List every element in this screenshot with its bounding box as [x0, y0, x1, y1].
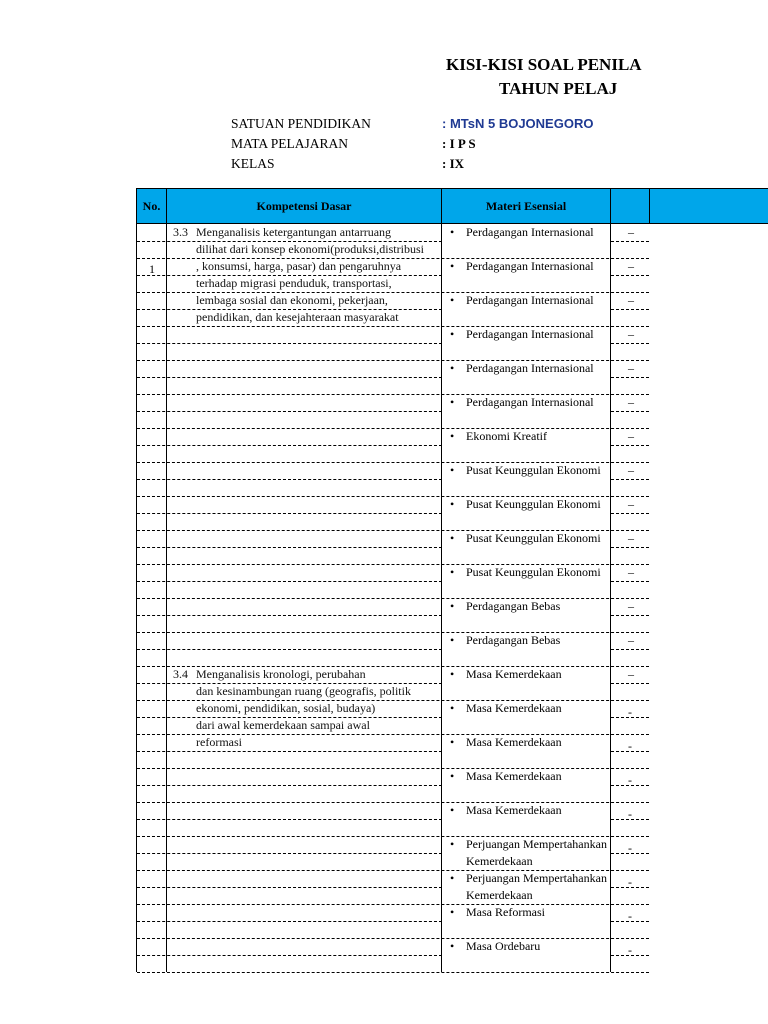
row-divider [137, 513, 442, 514]
materi-text-continued: Kemerdekaan [466, 854, 533, 868]
col-header-materi: Materi Esensial [442, 189, 611, 223]
info-label: MATA PELAJARAN [231, 136, 349, 151]
mark-cell: – [628, 429, 634, 443]
mark-cell: – [628, 633, 634, 647]
row-divider [611, 683, 649, 684]
kd-code: 3.3 [173, 225, 188, 239]
materi-text: Masa Kemerdekaan [466, 803, 562, 817]
mark-cell: – [628, 599, 634, 613]
row-divider [137, 649, 442, 650]
row-divider [137, 887, 442, 888]
mark-cell: - [628, 773, 632, 787]
row-divider [137, 411, 442, 412]
kd-line: Menganalisis ketergantungan antarruang [196, 225, 392, 239]
materi-item [450, 803, 562, 818]
bullet-icon: • [450, 735, 455, 749]
materi-item [450, 871, 607, 886]
materi-item [450, 497, 601, 512]
materi-item [450, 429, 547, 444]
table-body [136, 224, 650, 972]
materi-text: Perjuangan Mempertahankan [466, 837, 607, 851]
mark-cell: - [628, 875, 632, 889]
row-divider [611, 309, 649, 310]
header-extension [650, 188, 768, 224]
materi-item [450, 905, 545, 920]
bullet-icon: • [450, 259, 455, 273]
mark-cell: – [628, 259, 634, 273]
mark-cell: – [628, 293, 634, 307]
materi-item [450, 293, 594, 308]
row-divider [137, 428, 649, 429]
row-divider [137, 938, 649, 939]
row-divider [137, 904, 649, 905]
info-value: : I P S [442, 136, 476, 151]
row-divider [137, 972, 649, 973]
materi-item [450, 939, 540, 954]
materi-text: Pusat Keunggulan Ekonomi [466, 531, 601, 545]
kd-line: Menganalisis kronologi, perubahan [196, 667, 366, 681]
row-divider [137, 632, 649, 633]
mark-cell: – [628, 667, 634, 681]
info-value: : MTsN 5 BOJONEGORO [442, 116, 594, 131]
materi-text: Perdagangan Bebas [466, 599, 561, 613]
materi-text: Masa Reformasi [466, 905, 545, 919]
kd-line: dilihat dari konsep ekonomi(produksi,distribusi [196, 242, 424, 256]
materi-text: Perdagangan Internasional [466, 293, 594, 307]
materi-text: Masa Kemerdekaan [466, 735, 562, 749]
info-label: SATUAN PENDIDIKAN [231, 116, 371, 131]
mark-cell: - [628, 909, 632, 923]
row-divider [611, 377, 649, 378]
materi-item [450, 701, 562, 716]
mark-cell: – [628, 565, 634, 579]
mark-cell: - [628, 807, 632, 821]
bullet-icon: • [450, 837, 455, 851]
bullet-icon: • [450, 429, 455, 443]
col-header-extra [611, 189, 649, 223]
row-divider [137, 921, 442, 922]
bullet-icon: • [450, 225, 455, 239]
bullet-icon: • [450, 871, 455, 885]
materi-item [450, 633, 560, 648]
row-divider [137, 479, 442, 480]
materi-item [450, 837, 607, 852]
mark-cell: - [628, 705, 632, 719]
bullet-icon: • [450, 633, 455, 647]
row-divider [611, 275, 649, 276]
materi-text: Perdagangan Internasional [466, 361, 594, 375]
mark-cell: – [628, 395, 634, 409]
document-title-line2: TAHUN PELAJ [499, 79, 618, 98]
info-label: KELAS [231, 156, 275, 171]
row-divider [137, 751, 442, 752]
row-divider [611, 343, 649, 344]
row-divider [137, 615, 442, 616]
kd-line: pendidikan, dan kesejahteraan masyarakat [196, 310, 399, 324]
document-title-line1: KISI-KISI SOAL PENILA [446, 55, 642, 74]
materi-item [450, 225, 594, 240]
materi-text: Perdagangan Bebas [466, 633, 561, 647]
kd-code: 3.4 [173, 667, 188, 681]
row-divider [137, 598, 649, 599]
row-divider [137, 377, 442, 378]
mark-cell: – [628, 497, 634, 511]
materi-item [450, 361, 594, 376]
mark-cell: - [628, 739, 632, 753]
materi-item [450, 259, 594, 274]
bullet-icon: • [450, 769, 455, 783]
mark-cell: – [628, 463, 634, 477]
materi-item [450, 565, 601, 580]
materi-item [450, 599, 560, 614]
mark-cell: - [628, 841, 632, 855]
bullet-icon: • [450, 905, 455, 919]
bullet-icon: • [450, 463, 455, 477]
bullet-icon: • [450, 293, 455, 307]
row-divider [611, 241, 649, 242]
mark-cell: – [628, 531, 634, 545]
materi-item [450, 735, 562, 750]
materi-text-continued: Kemerdekaan [466, 888, 533, 902]
row-divider [137, 343, 442, 344]
col-header-kompetensi: Kompetensi Dasar [167, 189, 442, 223]
materi-text: Perdagangan Internasional [466, 327, 594, 341]
bullet-icon: • [450, 701, 455, 715]
row-divider [611, 649, 649, 650]
mark-cell: - [628, 943, 632, 957]
materi-item [450, 395, 594, 410]
materi-text: Masa Kemerdekaan [466, 769, 562, 783]
row-divider [137, 768, 649, 769]
row-number: 1 [149, 262, 155, 276]
bullet-icon: • [450, 803, 455, 817]
row-divider [137, 581, 442, 582]
kd-line: reformasi [196, 735, 242, 749]
row-divider [611, 479, 649, 480]
materi-text: Perjuangan Mempertahankan [466, 871, 607, 885]
kd-line: , konsumsi, harga, pasar) dan pengaruhnya [196, 259, 402, 273]
row-divider [137, 819, 442, 820]
row-divider [611, 615, 649, 616]
mark-cell: – [628, 361, 634, 375]
mark-cell: – [628, 327, 634, 341]
row-divider [137, 853, 442, 854]
bullet-icon: • [450, 565, 455, 579]
bullet-icon: • [450, 497, 455, 511]
materi-item [450, 531, 601, 546]
row-divider [137, 955, 442, 956]
bullet-icon: • [450, 531, 455, 545]
materi-text: Masa Ordebaru [466, 939, 541, 953]
info-value: : IX [442, 156, 465, 171]
mark-cell: – [628, 225, 634, 239]
materi-text: Perdagangan Internasional [466, 259, 594, 273]
materi-text: Perdagangan Internasional [466, 225, 594, 239]
materi-item [450, 667, 562, 682]
table-header [136, 188, 650, 224]
kd-line: dari awal kemerdekaan sampai awal [196, 718, 370, 732]
kd-line: dan kesinambungan ruang (geografis, politik [196, 684, 411, 698]
row-divider [611, 513, 649, 514]
row-divider [137, 445, 442, 446]
col-header-no: No. [137, 189, 167, 223]
materi-text: Ekonomi Kreatif [466, 429, 547, 443]
row-divider [611, 411, 649, 412]
row-divider [137, 547, 442, 548]
kisi-kisi-table [136, 188, 650, 972]
materi-text: Perdagangan Internasional [466, 395, 594, 409]
materi-item [450, 327, 594, 342]
materi-text: Masa Kemerdekaan [466, 701, 562, 715]
bullet-icon: • [450, 939, 455, 953]
row-divider [611, 581, 649, 582]
row-divider [611, 547, 649, 548]
materi-text: Masa Kemerdekaan [466, 667, 562, 681]
bullet-icon: • [450, 361, 455, 375]
materi-text: Pusat Keunggulan Ekonomi [466, 497, 601, 511]
kd-line: terhadap migrasi penduduk, transportasi, [196, 276, 392, 290]
row-divider [137, 802, 649, 803]
materi-item [450, 463, 601, 478]
materi-text: Pusat Keunggulan Ekonomi [466, 565, 601, 579]
bullet-icon: • [450, 599, 455, 613]
bullet-icon: • [450, 327, 455, 341]
row-divider [137, 785, 442, 786]
materi-text: Pusat Keunggulan Ekonomi [466, 463, 601, 477]
kd-line: ekonomi, pendidikan, sosial, budaya) [196, 701, 376, 715]
row-divider [611, 445, 649, 446]
materi-item [450, 769, 562, 784]
kd-line: lembaga sosial dan ekonomi, pekerjaan, [196, 293, 388, 307]
bullet-icon: • [450, 667, 455, 681]
bullet-icon: • [450, 395, 455, 409]
